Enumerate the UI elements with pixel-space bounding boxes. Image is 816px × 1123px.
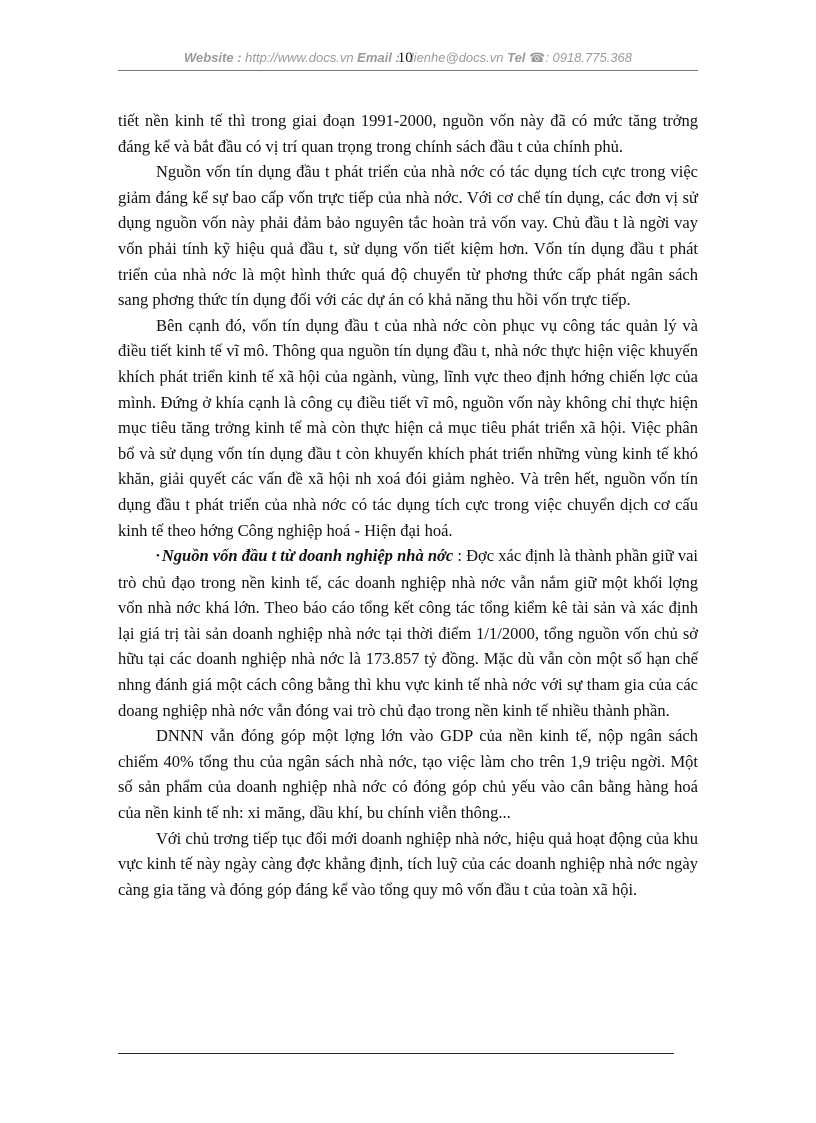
tel-label: Tel [507, 50, 526, 65]
paragraph-dnnn-contribution: DNNN vẫn đóng góp một lợng lớn vào GDP của nền kinh tế, nộp ngân sách chiếm 40% tổng thu của ngân sách nhà nớc, tạo việc làm cho trên 1,9 triệu ngời. Một số sản phẩm của doanh nghiệp nhà nớc có đóng góp chủ yếu vào cân bằng hàng hoá của nền kinh tế nh: xi măng, dầu khí, bu chính viễn thông... [118, 726, 698, 823]
paragraph-credit-capital: Nguồn vốn tín dụng đầu t phát triển của nhà nớc có tác dụng tích cực trong việc giảm đáng kể sự bao cấp vốn trực tiếp của nhà nớc. Với cơ chế tín dụng, các đơn vị sử dụng nguồn vốn này phải đảm bảo nguyên tắc hoàn trả vốn vay. Chủ đầu t là ngời vay vốn phải tính kỹ hiệu quả đầu t, sử dụng vốn tiết kiệm hơn. Vốn tín dụng đầu t phát triển của nhà nớc là một hình thức quá độ chuyển từ phơng thức cấp phát ngân sách sang phơng thức tín dụng đối với các dự án có khả năng thu hồi vốn trực tiếp. [118, 162, 698, 310]
paragraph-state-enterprise [118, 543, 698, 723]
website-url[interactable]: http://www.docs.vn [241, 50, 358, 65]
page-number: 10 [397, 50, 413, 66]
paragraph-continuation: tiết nền kinh tế thì trong giai đoạn 1991-2000, nguồn vốn này đã có mức tăng trởng đáng kể và bắt đầu có vị trí quan trọng trong chính sách đầu t của chính phủ. [118, 111, 698, 156]
paragraph-reform-policy: Với chủ trơng tiếp tục đổi mới doanh nghiệp nhà nớc, hiệu quả hoạt động của khu vực kinh tế này ngày càng đợc khẳng định, tích luỹ của các doanh nghiệp nhà nớc ngày càng gia tăng và đóng góp đáng kể vào tổng quy mô vốn đầu t của toàn xã hội. [118, 828, 698, 899]
paragraph-macro-regulation: Bên cạnh đó, vốn tín dụng đầu t của nhà nớc còn phục vụ công tác quản lý và điều tiết kinh tế vĩ mô. Thông qua nguồn tín dụng đầu t, nhà nớc thực hiện việc khuyến khích phát triển kinh tế xã hội của ngành, vùng, lĩnh vực theo định hớng chiến lợc của mình. Đứng ở khía cạnh là công cụ điều tiết vĩ mô, nguồn vốn này không chỉ thực hiện mục tiêu tăng trởng kinh tế mà còn thực hiện cả mục tiêu phát triển xã hội. Việc phân bổ và sử dụng vốn tín dụng đầu t còn khuyến khích phát triển những vùng kinh tế khó khăn, giải quyết các vấn đề xã hội nh xoá đói giảm nghèo. Và trên hết, nguồn vốn tín dụng đầu t phát triển của nhà nớc có tác dụng tích cực trong việc chuyển dịch cơ cấu kinh tế theo hớng Công nghiệp hoá - Hiện đại hoá. [118, 315, 698, 540]
email-value[interactable]: lienhe@docs.vn [410, 50, 508, 65]
paragraph-state-enterprise-body: : Đợc xác định là thành phần giữ vai trò chủ đạo trong nền kinh tế, các doanh nghiệp nhà nớc vẫn nắm giữ một khối lợng vốn nhà nớc khá lớn. Theo báo cáo tổng kết công tác tổng kiểm kê tài sản và xác định lại giá trị tài sản doanh nghiệp nhà nớc tại thời điểm 1/1/2000, tổng nguồn vốn chủ sở hữu tại các doanh nghiệp nhà nớc là 173.857 tỷ đồng. Mặc dù vẫn còn một số hạn chế nhng đánh giá một cách công bằng thì khu vực kinh tế nhà nớc với sự tham gia của các doang nghiệp nhà nớc vẫn đóng vai trò chủ đạo trong nền kinh tế nhiều thành phần. [118, 546, 699, 720]
section-heading: Nguồn vốn đầu t từ doanh nghiệp nhà nớc [161, 546, 454, 566]
tel-value: : 0918.775.368 [545, 50, 632, 65]
footer-divider [118, 1053, 674, 1054]
page-header [118, 50, 698, 67]
website-label: Website : [184, 50, 242, 65]
document-body [118, 108, 698, 902]
email-label: Email : [357, 50, 400, 65]
header-divider [118, 70, 698, 71]
bullet-icon: • [156, 550, 160, 563]
phone-icon: ☎ [529, 50, 546, 65]
